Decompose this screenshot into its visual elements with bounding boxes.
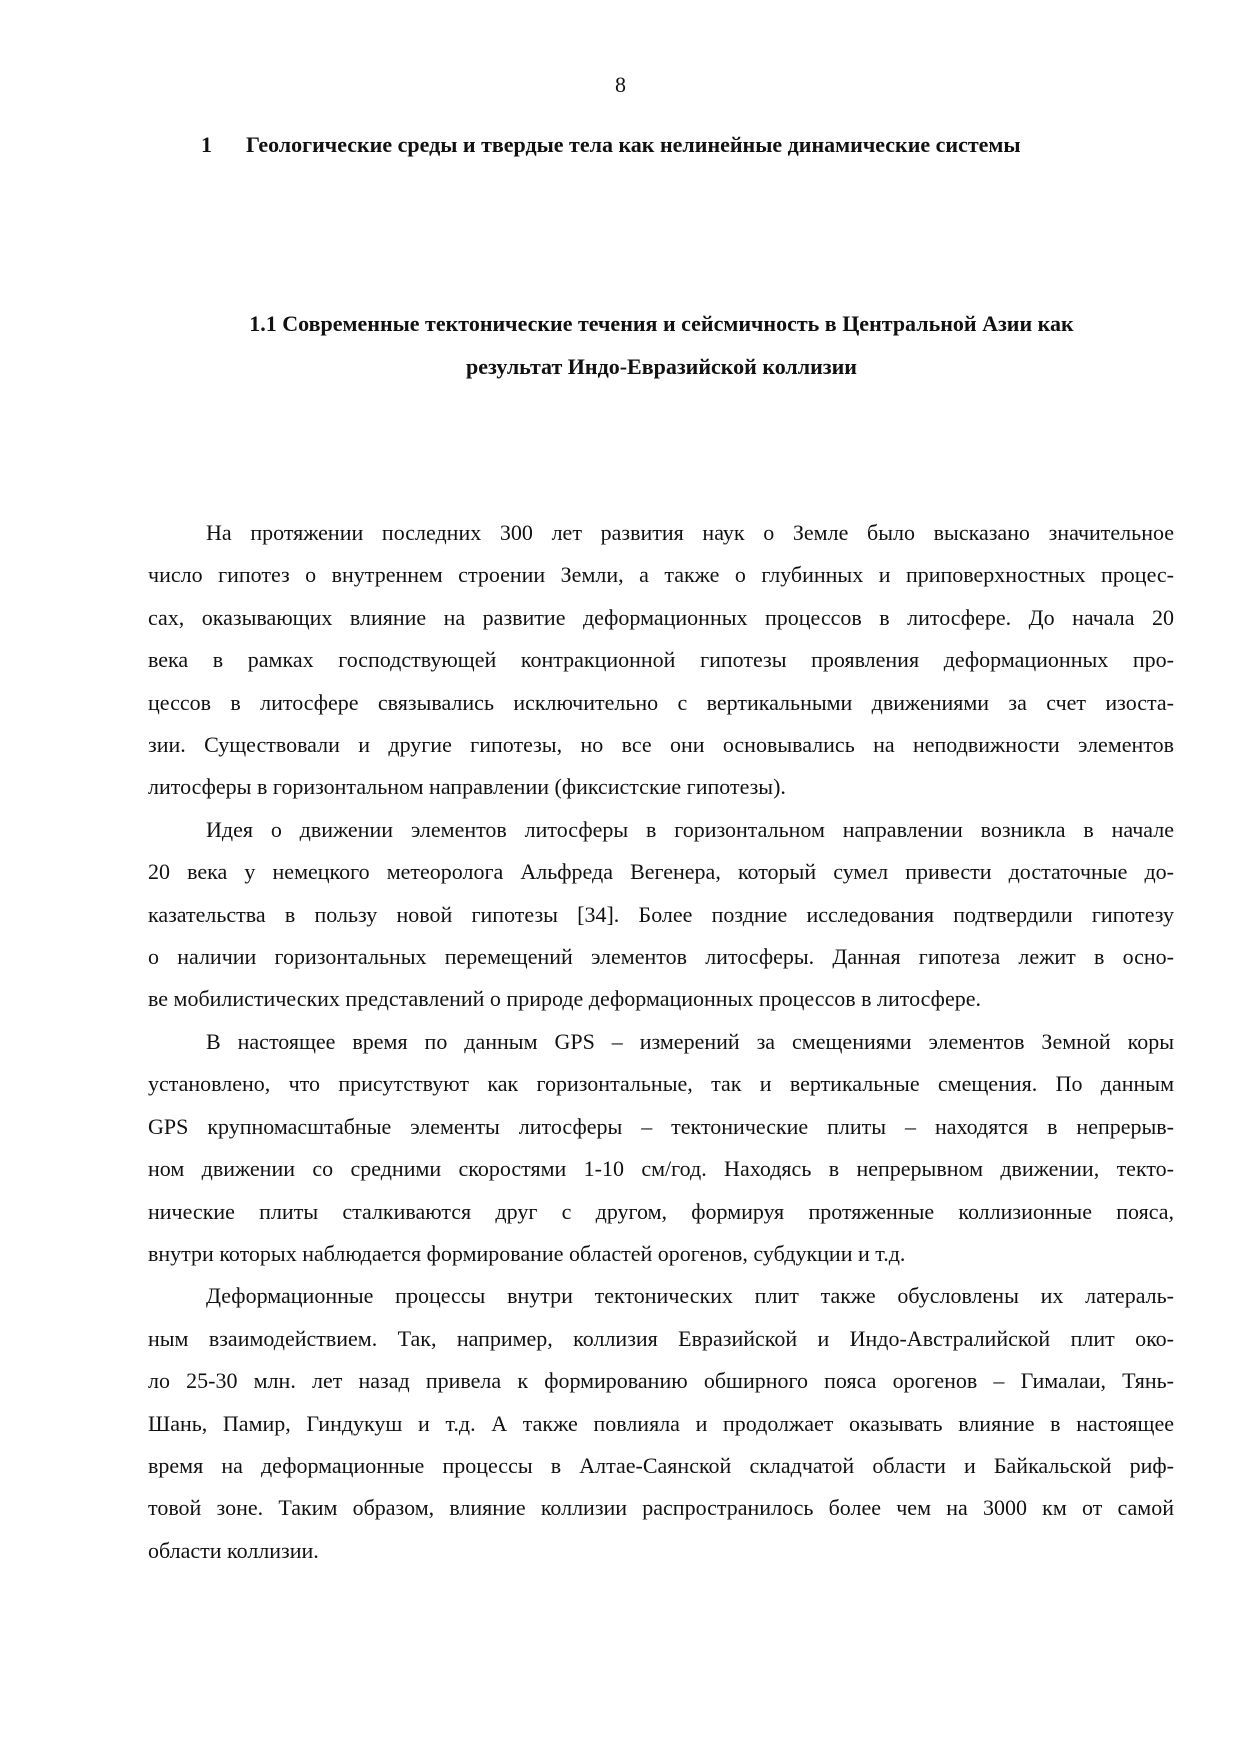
paragraph-3 (148, 1021, 1174, 1275)
chapter-title: Геологические среды и твердые тела как нелинейные динамические системы (246, 132, 1021, 157)
text-line: сах, оказывающих влияние на развитие деформационных процессов в литосфере. До начала 20 (148, 604, 1174, 630)
text-line: В настоящее время по данным GPS – измерений за смещениями элементов Земной коры (206, 1028, 1174, 1054)
text-line: литосферы в горизонтальном направлении (фиксистские гипотезы). (148, 774, 786, 800)
text-line: ном движении со средними скоростями 1-10 см/год. Находясь в непрерывном движении, текто- (148, 1156, 1174, 1182)
text-line: ве мобилистических представлений о природе деформационных процессов в литосфере. (148, 986, 981, 1012)
text-line: На протяжении последних 300 лет развития наук о Земле было высказано значительное (206, 520, 1174, 545)
text-line: области коллизии. (148, 1537, 319, 1563)
text-line: Шань, Памир, Гиндукуш и т.д. А также повлияла и продолжает оказывать влияние в настоящее (148, 1410, 1174, 1436)
text-line: GPS крупномасштабные элементы литосферы – тектонические плиты – находятся в непрерыв- (148, 1113, 1174, 1139)
text-line: цессов в литосфере связывались исключительно с вертикальными движениями за счет изоста- (148, 689, 1174, 715)
paragraph-1 (148, 512, 1174, 809)
section-heading (150, 302, 1173, 388)
paragraph-4 (148, 1275, 1174, 1572)
text-line: товой зоне. Таким образом, влияние коллизии распространилось более чем на 3000 км от самой (148, 1495, 1174, 1521)
text-line: число гипотез о внутреннем строении Земли, а также о глубинных и приповерхностных процес- (148, 562, 1174, 588)
text-line: внутри которых наблюдается формирование областей орогенов, субдукции и т.д. (148, 1240, 906, 1266)
text-line: казательства в пользу новой гипотезы [34]. Более поздние исследования подтвердили гипотезу (148, 901, 1174, 927)
text-line: о наличии горизонтальных перемещений элементов литосферы. Данная гипотеза лежит в осно- (148, 944, 1174, 970)
text-line: Деформационные процессы внутри тектонических плит также обусловлены их латераль- (206, 1283, 1174, 1309)
section-heading-line: результат Индо-Евразийской коллизии (466, 354, 857, 379)
section-heading-line: 1.1 Современные тектонические течения и сейсмичность в Центральной Азии как (249, 311, 1074, 336)
chapter-number: 1 (201, 132, 212, 157)
chapter-heading (201, 132, 1181, 158)
text-line: ным взаимодействием. Так, например, коллизия Евразийской и Индо-Австралийской плит око- (148, 1325, 1174, 1351)
text-line: установлено, что присутствуют как горизонтальные, так и вертикальные смещения. По данным (148, 1071, 1174, 1097)
page-number: 8 (615, 72, 626, 97)
text-line: 20 века у немецкого метеоролога Альфреда Вегенера, который сумел привести достаточные до- (148, 859, 1174, 885)
text-line: века в рамках господствующей контракционной гипотезы проявления деформационных про- (148, 647, 1174, 673)
body-text (148, 512, 1174, 1572)
text-line: время на деформационные процессы в Алтае-Саянской складчатой области и Байкальской риф- (148, 1452, 1174, 1478)
paragraph-2 (148, 809, 1174, 1021)
text-line: Идея о движении элементов литосферы в горизонтальном направлении возникла в начале (206, 816, 1174, 842)
text-line: ло 25-30 млн. лет назад привела к формированию обширного пояса орогенов – Гималаи, Тянь- (148, 1368, 1174, 1394)
text-line: нические плиты сталкиваются друг с другом, формируя протяженные коллизионные пояса, (148, 1198, 1174, 1224)
text-line: зии. Существовали и другие гипотезы, но все они основывались на неподвижности элементов (148, 732, 1174, 758)
